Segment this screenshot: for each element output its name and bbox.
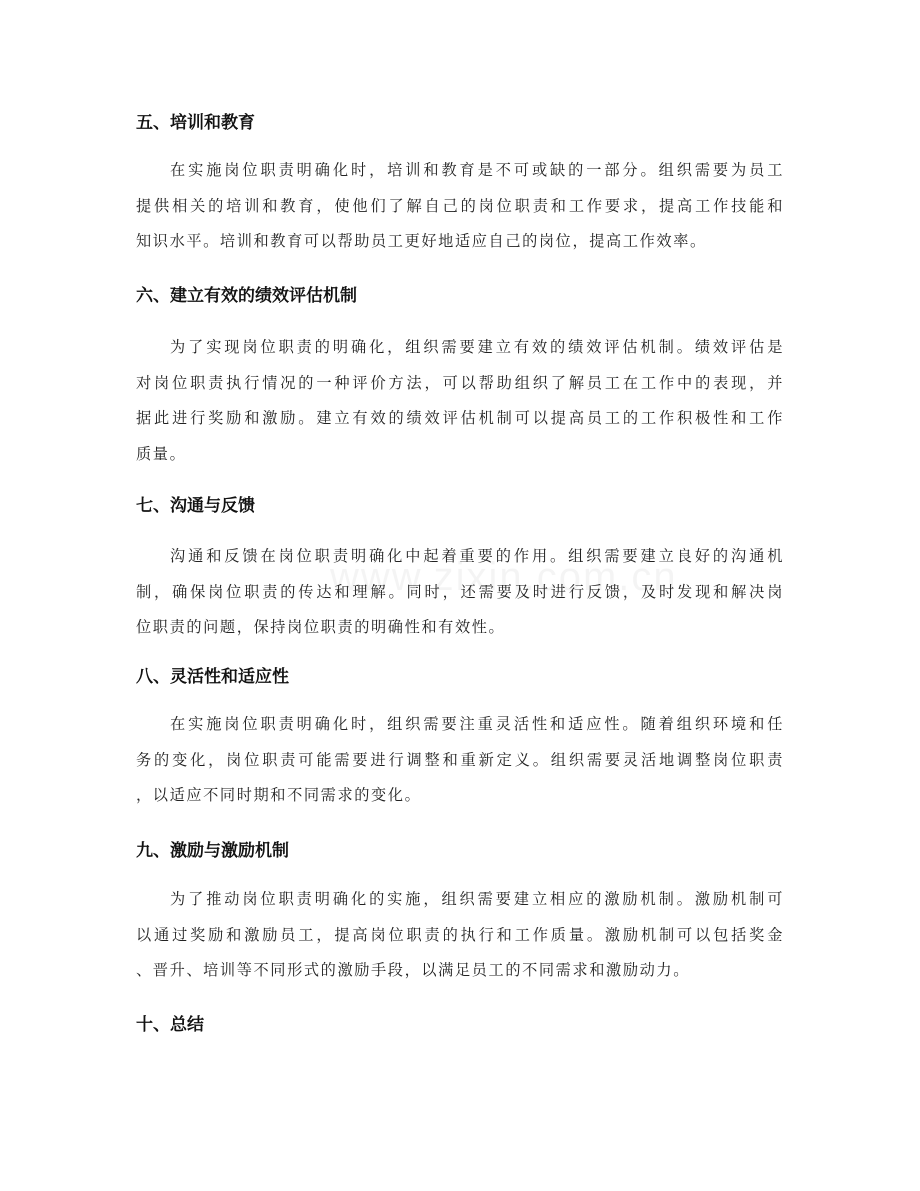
paragraph-line: 在实施岗位职责明确化时，组织需要注重灵活性和适应性。随着组织环境和任 bbox=[170, 715, 784, 733]
paragraph-line: 制，确保岗位职责的传达和理解。同时，还需要及时进行反馈，及时发现和解决岗 bbox=[136, 582, 784, 601]
paragraph-line: 务的变化，岗位职责可能需要进行调整和重新定义。组织需要灵活地调整岗位职责 bbox=[136, 750, 784, 769]
section-heading-7: 七、沟通与反馈 bbox=[136, 496, 255, 516]
paragraph-line: 沟通和反馈在岗位职责明确化中起着重要的作用。组织需要建立良好的沟通机 bbox=[170, 547, 784, 565]
section-paragraph-5 bbox=[136, 153, 784, 260]
section-heading-6: 六、建立有效的绩效评估机制 bbox=[136, 286, 357, 306]
paragraph-line: 为了实现岗位职责的明确化，组织需要建立有效的绩效评估机制。绩效评估是 bbox=[170, 338, 784, 356]
section-heading-5: 五、培训和教育 bbox=[136, 113, 255, 133]
paragraph-line: 据此进行奖励和激励。建立有效的绩效评估机制可以提高员工的工作积极性和工作 bbox=[136, 409, 784, 427]
section-heading-8: 八、灵活性和适应性 bbox=[136, 667, 289, 687]
paragraph-line: ，以适应不同时期和不同需求的变化。 bbox=[136, 786, 422, 804]
paragraph-line: 以通过奖励和激励员工，提高岗位职责的执行和工作质量。激励机制可以包括奖金 bbox=[136, 925, 784, 944]
section-paragraph-8 bbox=[136, 707, 784, 814]
paragraph-line: 位职责的问题，保持岗位职责的明确性和有效性。 bbox=[136, 618, 506, 636]
paragraph-line: 对岗位职责执行情况的一种评价方法，可以帮助组织了解员工在工作中的表现，并 bbox=[136, 373, 784, 392]
paragraph-line: 、晋升、培训等不同形式的激励手段，以满足员工的不同需求和激励动力。 bbox=[136, 961, 690, 979]
section-paragraph-9 bbox=[136, 882, 784, 989]
paragraph-line: 提供相关的培训和教育，使他们了解自己的岗位职责和工作要求，提高工作技能和 bbox=[136, 196, 784, 215]
section-paragraph-6 bbox=[136, 330, 784, 472]
section-heading-9: 九、激励与激励机制 bbox=[136, 841, 289, 861]
section-heading-10: 十、总结 bbox=[136, 1015, 204, 1035]
paragraph-line: 在实施岗位职责明确化时，培训和教育是不可或缺的一部分。组织需要为员工 bbox=[170, 161, 784, 179]
paragraph-line: 质量。 bbox=[136, 444, 187, 463]
paragraph-line: 知识水平。培训和教育可以帮助员工更好地适应自己的岗位，提高工作效率。 bbox=[136, 232, 707, 250]
paragraph-line: 为了推动岗位职责明确化的实施，组织需要建立相应的激励机制。激励机制可 bbox=[170, 890, 784, 908]
section-paragraph-7 bbox=[136, 539, 784, 646]
